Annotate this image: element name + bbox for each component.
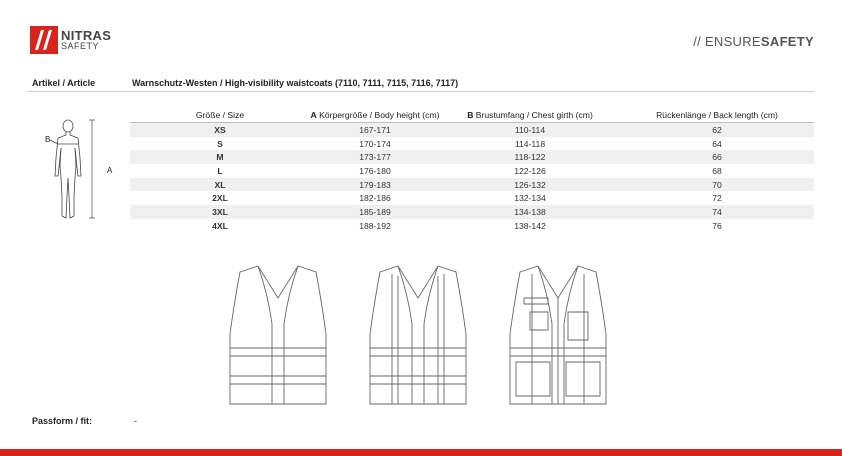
height-cell: 179-183: [310, 178, 440, 192]
tagline: [693, 34, 814, 49]
chest-cell: 122-126: [514, 165, 546, 176]
header-height: [310, 108, 440, 123]
back-cell: 76: [712, 220, 722, 231]
chest-cell: 118-122: [440, 150, 620, 164]
table-row: [130, 137, 814, 151]
table-row: [130, 191, 814, 205]
chest-cell: 114-118: [514, 138, 546, 149]
back-cell: 70: [620, 178, 814, 192]
table-row: [130, 178, 814, 192]
chest-cell: 138-142: [514, 220, 546, 231]
vest-pockets-icon: [510, 266, 606, 404]
table-row: [130, 123, 814, 137]
figure-label-b: B: [45, 135, 51, 144]
header-back: Rückenlänge / Back length (cm): [620, 108, 814, 123]
height-cell: 167-171: [310, 123, 440, 137]
size-cell: 2XL: [212, 193, 228, 204]
height-cell: 170-174: [359, 138, 391, 149]
size-cell: 4XL: [212, 220, 228, 231]
height-cell: 185-189: [310, 205, 440, 219]
chest-cell: 126-132: [440, 178, 620, 192]
article-label: Artikel / Article: [32, 78, 96, 88]
table-row: [130, 150, 814, 164]
chest-cell: 134-138: [440, 205, 620, 219]
brand-logo: [30, 26, 111, 54]
tagline-prefix: // ENSURE: [693, 34, 761, 49]
height-cell: 182-186: [359, 193, 391, 204]
fit-value: -: [134, 416, 137, 426]
brand-name: NITRAS: [61, 28, 112, 43]
article-value: Warnschutz-Westen / High-visibility waistcoats (7110, 7111, 7115, 7116, 7117): [132, 78, 459, 88]
back-cell: 68: [712, 165, 722, 176]
vest-basic-icon: [230, 266, 326, 404]
header-height-text: Körpergröße / Body height (cm): [319, 110, 440, 120]
size-cell: 3XL: [130, 205, 310, 219]
chest-cell: 132-134: [514, 193, 546, 204]
brand-sub: SAFETY: [61, 41, 100, 51]
header-chest-letter: B: [467, 110, 474, 120]
header-size: Größe / Size: [130, 108, 310, 123]
size-cell: L: [217, 165, 223, 176]
back-cell: 74: [620, 205, 814, 219]
logo-mark-icon: [30, 26, 58, 54]
header-chest: [440, 108, 620, 123]
footer-accent-bar: [0, 449, 842, 456]
size-cell: S: [217, 138, 223, 149]
height-cell: 188-192: [359, 220, 391, 231]
back-cell: 62: [620, 123, 814, 137]
header-chest-text: Brustumfang / Chest girth (cm): [475, 110, 593, 120]
vest-illustrations: [228, 264, 628, 417]
table-header-row: [130, 108, 814, 123]
chest-cell: 110-114: [440, 123, 620, 137]
body-figure-icon: [40, 118, 120, 226]
size-cell: M: [130, 150, 310, 164]
height-cell: 173-177: [310, 150, 440, 164]
table-row: [130, 164, 814, 178]
height-cell: 176-180: [359, 165, 391, 176]
size-cell: XL: [130, 178, 310, 192]
tagline-bold: SAFETY: [760, 34, 814, 49]
table-row: [130, 219, 814, 233]
table-row: [130, 205, 814, 219]
back-cell: 72: [712, 193, 722, 204]
header-height-letter: A: [310, 110, 317, 120]
back-cell: 66: [620, 150, 814, 164]
article-row: [28, 75, 814, 92]
figure-label-a: A: [107, 166, 113, 175]
size-cell: XS: [130, 123, 310, 137]
vest-striped-icon: [370, 266, 466, 404]
fit-label: Passform / fit:: [32, 416, 93, 426]
size-table: [130, 108, 814, 233]
back-cell: 64: [712, 138, 722, 149]
